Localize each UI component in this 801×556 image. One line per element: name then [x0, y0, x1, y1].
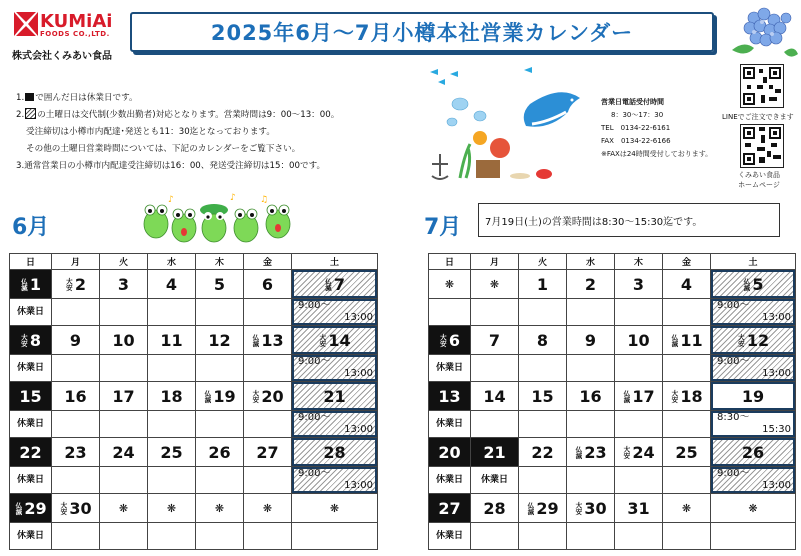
weekday-thu: 木 — [615, 254, 663, 270]
hours-start: 9:00～ — [298, 356, 331, 367]
closed-label-cell — [471, 467, 519, 494]
day-cell — [429, 326, 471, 355]
saturday-hours-cell — [292, 411, 378, 438]
weekday-sat: 土 — [711, 254, 796, 270]
weekday-tue: 火 — [100, 254, 148, 270]
day-number: 1 — [29, 274, 42, 294]
note-1-number: 1. — [16, 93, 25, 103]
hours-end: 13:00 — [762, 368, 791, 379]
day-cell — [567, 438, 615, 467]
closed-label-cell — [429, 523, 471, 550]
weekday-mon: 月 — [52, 254, 100, 270]
saturday-hours-cell — [711, 411, 796, 438]
day-cell — [244, 326, 292, 355]
asterisk-icon: ❋ — [214, 501, 225, 515]
empty-day-cell — [292, 494, 378, 523]
asterisk-icon: ❋ — [166, 501, 177, 515]
closed-label-cell — [10, 299, 52, 326]
day-number: 9 — [69, 330, 82, 350]
kumiai-logo-icon — [14, 12, 38, 36]
empty-day-cell — [100, 494, 148, 523]
hours-start: 9:00～ — [298, 412, 331, 423]
day-number: 12 — [746, 330, 770, 350]
day-cell — [567, 270, 615, 299]
day-cell — [10, 494, 52, 523]
frog-chorus-illustration — [140, 192, 300, 248]
day-cell — [519, 494, 567, 523]
day-number: 18 — [680, 386, 703, 406]
logo-text: KUMiAi — [40, 11, 113, 32]
taian-mark: 大安 — [670, 389, 679, 403]
taian-mark: 大安 — [19, 333, 28, 347]
butsumetsu-mark: 仏滅 — [574, 445, 583, 459]
closed-label: 休業日 — [16, 363, 44, 373]
day-number: 31 — [627, 498, 650, 518]
taian-mark: 大安 — [59, 501, 68, 515]
asterisk-icon: ❋ — [329, 501, 340, 515]
day-number: 10 — [112, 330, 135, 350]
closed-label: 休業日 — [480, 475, 508, 485]
july-note: 7月19日(土)の営業時間は8:30～15:30迄です。 — [478, 203, 780, 237]
day-number: 16 — [64, 386, 87, 406]
day-number: 8 — [536, 330, 549, 350]
day-number: 25 — [160, 442, 183, 462]
day-number: 13 — [261, 330, 284, 350]
note-2-number: 2. — [16, 110, 25, 120]
closed-label-cell — [10, 523, 52, 550]
hours-start: 9:00～ — [717, 300, 750, 311]
day-number: 17 — [632, 386, 655, 406]
asterisk-icon: ❋ — [118, 501, 129, 515]
day-cell — [519, 270, 567, 299]
rotation-saturday-legend-icon — [25, 108, 36, 119]
day-cell — [663, 382, 711, 411]
day-number: 3 — [117, 274, 130, 294]
day-number: 11 — [680, 330, 703, 350]
butsumetsu-mark: 仏滅 — [526, 501, 535, 515]
day-number: 11 — [160, 330, 183, 350]
closed-label: 休業日 — [435, 531, 463, 541]
day-number: 5 — [213, 274, 226, 294]
hours-start: 9:00～ — [717, 468, 750, 479]
day-cell — [471, 438, 519, 467]
butsumetsu-mark: 仏滅 — [323, 277, 332, 291]
butsumetsu-mark: 仏滅 — [670, 333, 679, 347]
hours-end: 13:00 — [762, 312, 791, 323]
june-calendar — [9, 253, 378, 550]
empty-day-cell — [711, 494, 796, 523]
day-number: 20 — [438, 442, 461, 462]
july-calendar — [428, 253, 796, 550]
day-number: 3 — [632, 274, 645, 294]
day-cell — [615, 494, 663, 523]
hours-start: 9:00～ — [298, 300, 331, 311]
day-number: 19 — [741, 386, 765, 406]
fax-note: ※FAXは24時間受付しております。 — [601, 150, 713, 158]
saturday-cell — [292, 326, 378, 355]
day-cell — [10, 438, 52, 467]
day-number: 15 — [19, 386, 42, 406]
hours-end: 13:00 — [344, 480, 373, 491]
butsumetsu-mark: 仏滅 — [203, 389, 212, 403]
hours-end: 13:00 — [344, 424, 373, 435]
day-number: 22 — [19, 442, 42, 462]
closed-label-cell — [10, 467, 52, 494]
note-3: 受注締切は小樽市内配達･発送とも11：30迄となっております。 — [26, 127, 275, 137]
day-number: 30 — [69, 498, 92, 518]
july-title: 7月 — [424, 215, 462, 240]
closed-label: 休業日 — [435, 363, 463, 373]
weekday-thu: 木 — [196, 254, 244, 270]
day-number: 7 — [333, 274, 346, 294]
day-cell — [148, 326, 196, 355]
day-number: 27 — [256, 442, 279, 462]
tel-number: TEL 0134-22-6161 — [601, 124, 671, 132]
phone-hours-heading: 営業日電話受付時間 — [601, 98, 664, 106]
day-cell — [567, 494, 615, 523]
homepage-label-line2: ホームページ — [738, 181, 780, 189]
day-number: 6 — [261, 274, 274, 294]
day-cell — [519, 438, 567, 467]
empty-day-cell — [196, 494, 244, 523]
hours-start: 9:00～ — [298, 468, 331, 479]
weekday-wed: 水 — [148, 254, 196, 270]
day-cell — [615, 326, 663, 355]
day-number: 1 — [536, 274, 549, 294]
day-number: 30 — [584, 498, 607, 518]
day-cell — [471, 382, 519, 411]
hours-start: 9:00～ — [717, 356, 750, 367]
hydrangea-illustration — [724, 0, 800, 64]
day-cell — [100, 270, 148, 299]
weekday-fri: 金 — [663, 254, 711, 270]
day-number: 7 — [488, 330, 501, 350]
day-number: 21 — [483, 442, 506, 462]
closed-label-cell — [429, 355, 471, 382]
day-cell — [100, 326, 148, 355]
saturday-cell — [292, 438, 378, 467]
day-cell — [10, 270, 52, 299]
saturday-hours-cell — [711, 467, 796, 494]
day-number: 28 — [483, 498, 506, 518]
day-cell — [663, 270, 711, 299]
day-number: 27 — [438, 498, 461, 518]
day-number: 26 — [741, 442, 765, 462]
day-number: 21 — [323, 386, 346, 406]
weekday-tue: 火 — [519, 254, 567, 270]
note-2 — [16, 107, 411, 124]
note-5: 3.通常営業日の小樽市内配達受注締切は16：00、発送受注締切は15：00です。 — [16, 161, 326, 171]
empty-day-cell — [471, 270, 519, 299]
day-cell — [148, 438, 196, 467]
saturday-hours-cell — [292, 467, 378, 494]
day-cell — [615, 438, 663, 467]
day-number: 5 — [752, 274, 764, 294]
day-cell — [471, 494, 519, 523]
day-number: 14 — [328, 330, 351, 350]
dolphin-sea-illustration — [420, 64, 600, 189]
note-4: その他の土曜日営業時間については、下記のカレンダーをご覧下さい。 — [26, 144, 301, 154]
taian-mark: 大安 — [64, 277, 73, 291]
day-cell — [429, 382, 471, 411]
empty-day-cell — [663, 494, 711, 523]
day-number: 20 — [261, 386, 284, 406]
svg-text:♪: ♪ — [168, 195, 174, 205]
day-cell — [10, 326, 52, 355]
saturday-cell — [292, 270, 378, 299]
taian-mark: 大安 — [736, 333, 745, 347]
june-title: 6月 — [12, 215, 50, 240]
day-number: 23 — [584, 442, 607, 462]
closed-label-cell — [10, 411, 52, 438]
notes-block — [16, 90, 411, 175]
taian-mark: 大安 — [251, 389, 260, 403]
day-cell — [429, 438, 471, 467]
day-cell — [615, 270, 663, 299]
day-number: 13 — [438, 386, 461, 406]
saturday-hours-cell — [292, 299, 378, 326]
day-cell — [52, 438, 100, 467]
day-cell — [52, 270, 100, 299]
company-name: 株式会社くみあい食品 — [12, 51, 112, 62]
page-title: 2025年6月～7月小樽本社営業カレンダー — [130, 12, 714, 52]
closed-day-legend-icon — [25, 93, 34, 101]
saturday-cell — [711, 326, 796, 355]
day-cell — [244, 382, 292, 411]
empty-day-cell — [429, 270, 471, 299]
weekday-wed: 水 — [567, 254, 615, 270]
contact-block — [601, 96, 712, 161]
saturday-hours-cell — [711, 355, 796, 382]
day-cell — [52, 326, 100, 355]
day-cell — [519, 326, 567, 355]
day-number: 12 — [208, 330, 231, 350]
day-cell — [52, 494, 100, 523]
day-number: 25 — [675, 442, 698, 462]
homepage-label-line1: くみあい食品 — [738, 171, 780, 179]
butsumetsu-mark: 仏滅 — [742, 277, 751, 291]
day-cell — [663, 326, 711, 355]
empty-day-cell — [148, 494, 196, 523]
day-number: 22 — [531, 442, 554, 462]
day-number: 9 — [584, 330, 597, 350]
day-number: 2 — [584, 274, 597, 294]
day-cell — [148, 270, 196, 299]
day-cell — [567, 326, 615, 355]
empty-day-cell — [244, 494, 292, 523]
logo-subtext: FOODS CO.,LTD. — [40, 30, 110, 38]
hours-start: 8:30～ — [717, 412, 750, 423]
day-cell — [567, 382, 615, 411]
saturday-cell — [711, 438, 796, 467]
day-cell — [615, 382, 663, 411]
qr-code-icon[interactable] — [740, 124, 784, 168]
day-cell — [100, 382, 148, 411]
day-number: 29 — [24, 498, 47, 518]
day-cell — [100, 438, 148, 467]
weekday-sun: 日 — [10, 254, 52, 270]
day-cell — [196, 270, 244, 299]
saturday-cell — [292, 382, 378, 411]
weekday-sun: 日 — [429, 254, 471, 270]
weekday-mon: 月 — [471, 254, 519, 270]
day-number: 29 — [536, 498, 559, 518]
hours-end: 13:00 — [344, 368, 373, 379]
hours-end: 13:00 — [762, 480, 791, 491]
closed-label-cell — [10, 355, 52, 382]
day-cell — [196, 326, 244, 355]
svg-text:♫: ♫ — [260, 195, 269, 205]
day-cell — [471, 326, 519, 355]
day-number: 28 — [323, 442, 346, 462]
closed-label: 休業日 — [16, 531, 44, 541]
note-1 — [16, 90, 411, 107]
day-cell — [244, 270, 292, 299]
saturday-hours-cell — [292, 355, 378, 382]
hours-end: 13:00 — [344, 312, 373, 323]
asterisk-icon: ❋ — [262, 501, 273, 515]
butsumetsu-mark: 仏滅 — [14, 501, 23, 515]
day-cell — [10, 382, 52, 411]
day-number: 24 — [632, 442, 655, 462]
day-number: 18 — [160, 386, 183, 406]
taian-mark: 大安 — [574, 501, 583, 515]
weekday-fri: 金 — [244, 254, 292, 270]
closed-label: 休業日 — [16, 475, 44, 485]
day-number: 4 — [680, 274, 693, 294]
day-number: 26 — [208, 442, 231, 462]
closed-label-cell — [429, 467, 471, 494]
day-cell — [244, 438, 292, 467]
day-cell — [519, 382, 567, 411]
butsumetsu-mark: 仏滅 — [251, 333, 260, 347]
day-cell — [196, 438, 244, 467]
weekday-sat: 土 — [292, 254, 378, 270]
note-1-text: で囲んだ日は休業日です。 — [35, 93, 138, 103]
saturday-cell — [711, 270, 796, 299]
day-number: 4 — [165, 274, 178, 294]
closed-label-cell — [429, 411, 471, 438]
day-number: 24 — [112, 442, 135, 462]
day-cell — [148, 382, 196, 411]
asterisk-icon: ❋ — [444, 277, 455, 291]
asterisk-icon: ❋ — [748, 501, 758, 515]
closed-label: 休業日 — [16, 419, 44, 429]
taian-mark: 大安 — [318, 333, 327, 347]
saturday-hours-cell — [711, 299, 796, 326]
day-number: 6 — [448, 330, 461, 350]
homepage-label — [738, 170, 780, 190]
day-cell — [196, 382, 244, 411]
taian-mark: 大安 — [622, 445, 631, 459]
qr-code-icon[interactable] — [740, 64, 784, 108]
asterisk-icon: ❋ — [489, 277, 500, 291]
phone-hours: 8：30～17：30 — [611, 111, 664, 119]
day-cell — [52, 382, 100, 411]
butsumetsu-mark: 仏滅 — [622, 389, 631, 403]
closed-label: 休業日 — [435, 419, 463, 429]
day-number: 16 — [579, 386, 602, 406]
day-number: 19 — [213, 386, 236, 406]
day-number: 2 — [74, 274, 87, 294]
day-number: 14 — [483, 386, 506, 406]
day-number: 10 — [627, 330, 650, 350]
day-number: 17 — [112, 386, 135, 406]
day-cell — [663, 438, 711, 467]
note-2-text: の土曜日は交代制(少数出勤者)対応となります。営業時間は9：00～13：00。 — [37, 110, 340, 120]
closed-label: 休業日 — [435, 475, 463, 485]
day-cell — [429, 494, 471, 523]
butsumetsu-mark: 仏滅 — [19, 277, 28, 291]
closed-label: 休業日 — [16, 307, 44, 317]
saturday-cell — [711, 382, 796, 411]
hours-end: 15:30 — [762, 424, 791, 435]
fax-number: FAX 0134-22-6166 — [601, 137, 671, 145]
day-number: 15 — [531, 386, 554, 406]
day-number: 23 — [64, 442, 87, 462]
svg-text:♪: ♪ — [230, 193, 236, 203]
taian-mark: 大安 — [438, 333, 447, 347]
line-order-label: LINEでご注文できます — [722, 113, 794, 121]
asterisk-icon: ❋ — [681, 501, 692, 515]
day-number: 8 — [29, 330, 42, 350]
